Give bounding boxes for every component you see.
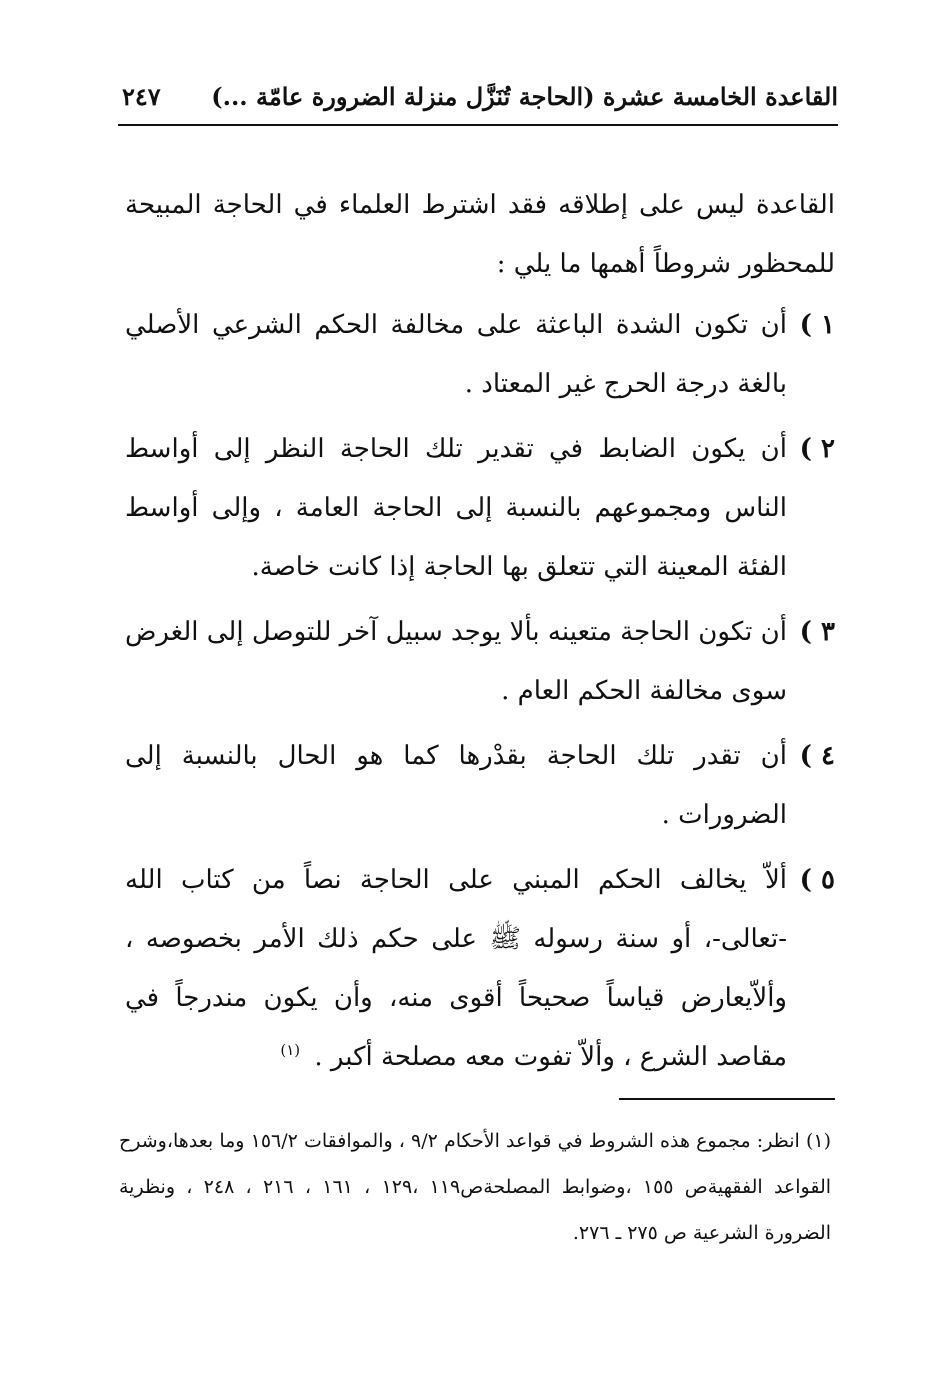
condition-item-5	[125, 851, 835, 1087]
condition-number: ٤ )	[799, 741, 835, 771]
condition-text: ألاّ يخالف الحكم المبني على الحاجة نصاً من كتاب الله -تعالى-، أو سنة رسوله ﷺ على حكم ذلك الأمر بخصوصه ، وألاّيعارض قياساً صحيحاً أقوى منه، وأن يكون مندرجاً في مقاصد الشرع ، وألاّ تفوت معه مصلحة أكبر .	[125, 865, 787, 1072]
condition-item-1	[125, 296, 835, 414]
condition-text: أن تقدر تلك الحاجة بقدْرها كما هو الحال بالنسبة إلى الضرورات .	[125, 741, 787, 830]
intro-paragraph: القاعدة ليس على إطلاقه فقد اشترط العلماء في الحاجة المبيحة للمحظور شروطاً أهمها ما يلي :	[125, 190, 835, 279]
condition-number: ٢ )	[799, 434, 835, 464]
chapter-title: القاعدة الخامسة عشرة (الحاجة تُنَزَّل منزلة الضرورة عامّة ...)	[211, 82, 838, 111]
condition-text: أن تكون الشدة الباعثة على مخالفة الحكم الشرعي الأصلي بالغة درجة الحرج غير المعتاد .	[125, 310, 787, 399]
condition-text: أن تكون الحاجة متعينه بألا يوجد سبيل آخر للتوصل إلى الغرض سوى مخالفة الحكم العام .	[125, 617, 787, 706]
condition-item-2	[125, 420, 835, 597]
page-number: ٢٤٧	[122, 82, 161, 111]
footnote: (١) انظر: مجموع هذه الشروط في قواعد الأحكام ٩/٢ ، والموافقات ١٥٦/٢ وما بعدها،وشرح القواعد الفقهيةص ١٥٥ ،وضوابط المصلحةص١١٩ ،١٢٩ ، ١٦١ ، ٢١٦ ، ٢٤٨ ، ونظرية الضرورة الشرعية ص ٢٧٥ ـ ٢٧٦.	[119, 1130, 832, 1244]
condition-text: أن يكون الضابط في تقدير تلك الحاجة النظر إلى أواسط الناس ومجموعهم بالنسبة إلى الحاجة العامة ، وإلى أواسط الفئة المعينة التي تتعلق بها الحاجة إذا كانت خاصة.	[125, 434, 787, 582]
header-rule	[118, 124, 838, 126]
condition-number: ٣ )	[799, 617, 835, 647]
condition-number: ٥ )	[799, 865, 835, 895]
footnote-reference: (١)	[280, 1041, 301, 1060]
running-header	[118, 76, 838, 120]
footnote-rule	[619, 1098, 835, 1100]
condition-number: ١ )	[799, 310, 835, 340]
condition-item-3	[125, 603, 835, 721]
condition-item-4	[125, 727, 835, 845]
main-text	[125, 176, 835, 1093]
